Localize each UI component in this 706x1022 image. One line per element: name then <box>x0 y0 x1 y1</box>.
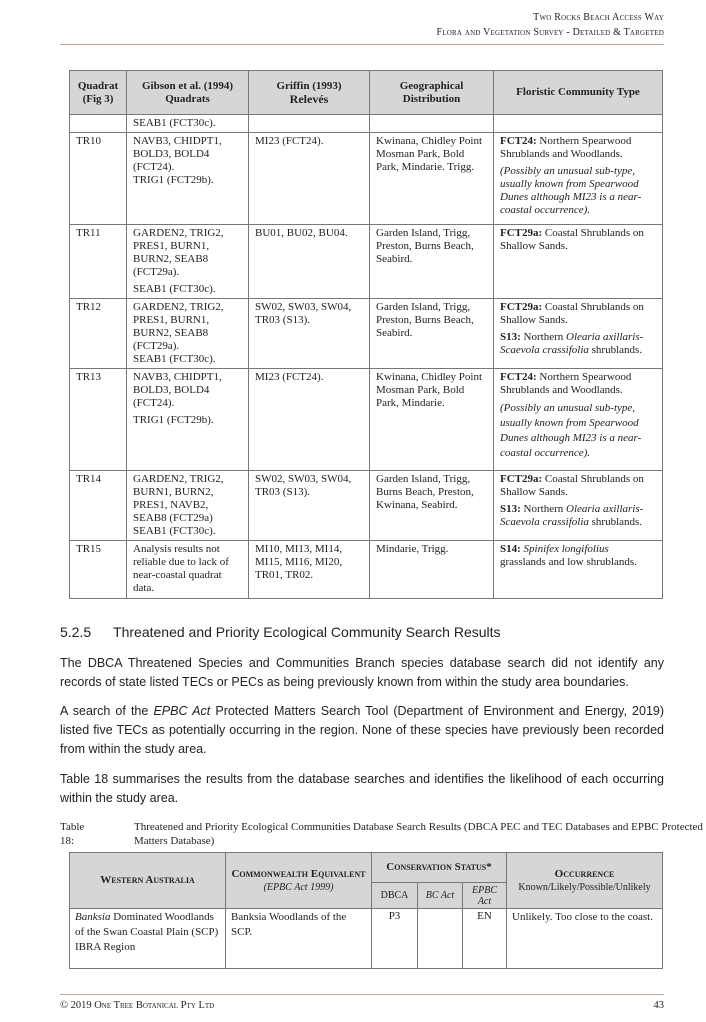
section-number: 5.2.5 <box>60 624 92 640</box>
col-quadrat: Quadrat (Fig 3) <box>70 71 127 115</box>
footer-rule <box>60 994 664 995</box>
header-title: Two Rocks Beach Access Way <box>533 12 664 23</box>
col-epbc-act: EPBC Act <box>463 883 507 909</box>
tec-pec-table <box>69 852 663 969</box>
col-dbca: DBCA <box>372 883 418 909</box>
col-fct: Floristic Community Type <box>494 71 663 115</box>
table-row: TR13 NAVB3, CHIDPT1, BOLD3, BOLD4 (FCT24). TRIG1 (FCT29b). MI23 (FCT24). Kwinana, Chidley Point Mosman Park, Bold Park, Mindarie. FCT24: Northern Spearwood Shrublands and Woodlands. (Possibly an unusual sub-type, usually known from Spearwood Dunes although MI23 is a near-coastal occurrence). <box>70 369 663 471</box>
table-header-row <box>70 853 663 883</box>
table-row: Banksia Dominated Woodlands of the Swan Coastal Plain (SCP) IBRA Region Banksia Woodlands of the SCP. P3 EN Unlikely. Too close to the coast. <box>70 909 663 969</box>
table-row: TR10 NAVB3, CHIDPT1, BOLD3, BOLD4 (FCT24). TRIG1 (FCT29b). MI23 (FCT24). Kwinana, Chidley Point Mosman Park, Bold Park, Mindarie. Trigg. FCT24: Northern Spearwood Shrublands and Woodlands. (Possibly an unusual sub-type, usually known from Spearwood Dunes although MI23 is a near-coastal occurrence). <box>70 133 663 225</box>
table-row: TR14 GARDEN2, TRIG2, BURN1, BURN2, PRES1, NAVB2, SEAB8 (FCT29a) SEAB1 (FCT30c). SW02, SW03, SW04, TR03 (S13). Garden Island, Trigg, Burns Beach, Preston, Kwinana, Seabird. FCT29a: Coastal Shrublands on Shallow Sands. S13: Northern Olearia axillaris-Scaevola crassifolia shrublands. <box>70 471 663 541</box>
table-row <box>70 115 663 133</box>
running-header <box>437 10 664 40</box>
paragraph-1: The DBCA Threatened Species and Communities Branch species database search did not identify any records of state listed TECs or PECs as being previously known from within the study area boundaries. <box>60 656 664 689</box>
col-commonwealth: Commonwealth Equivalent (EPBC Act 1999) <box>226 853 372 909</box>
caption-text: Threatened and Priority Ecological Communities Database Search Results (DBCA PEC and TEC Databases and EPBC Protected Matters Database) <box>134 821 703 847</box>
col-griffin: Griffin (1993) Relevés <box>249 71 370 115</box>
page-footer <box>60 1000 664 1011</box>
col-gibson: Gibson et al. (1994) Quadrats <box>127 71 249 115</box>
paragraph-3: Table 18 summarises the results from the database searches and identifies the likelihood of each occurring within the study area. <box>60 772 664 805</box>
col-geo: Geographical Distribution <box>370 71 494 115</box>
carry-over-text: SEAB1 (FCT30c). <box>127 115 249 133</box>
section-heading <box>60 624 501 640</box>
table-row: TR15 Analysis results not reliable due to lack of near-coastal quadrat data. MI10, MI13, MI14, MI15, MI16, MI20, TR01, TR02. Mindarie, Trigg. S14: Spinifex longifolius grasslands and low shrublands. <box>70 541 663 599</box>
table-header-row <box>70 71 663 115</box>
table-row: TR12 GARDEN2, TRIG2, PRES1, BURN1, BURN2, SEAB8 (FCT29a). SEAB1 (FCT30c). SW02, SW03, SW04, TR03 (S13). Garden Island, Trigg, Preston, Burns Beach, Seabird. FCT29a: Coastal Shrublands on Shallow Sands. S13: Northern Olearia axillaris-Scaevola crassifolia shrublands. <box>70 299 663 369</box>
header-rule <box>60 44 664 45</box>
page-number: 43 <box>653 1000 664 1011</box>
footer-copyright: © 2019 One Tree Botanical Pty Ltd <box>60 1000 215 1011</box>
col-western-australia: Western Australia <box>70 853 226 909</box>
floristic-table <box>69 70 663 599</box>
col-conservation-status: Conservation Status* <box>372 853 507 883</box>
section-title: Threatened and Priority Ecological Community Search Results <box>113 624 501 640</box>
col-occurrence: Occurrence Known/Likely/Possible/Unlikely <box>507 853 663 909</box>
col-bc-act: BC Act <box>418 883 463 909</box>
table-row: TR11 GARDEN2, TRIG2, PRES1, BURN1, BURN2, SEAB8 (FCT29a). SEAB1 (FCT30c). BU01, BU02, BU04. Garden Island, Trigg, Preston, Burns Beach, Seabird. FCT29a: Coastal Shrublands on Shallow Sands. <box>70 225 663 299</box>
header-subtitle: Flora and Vegetation Survey - Detailed & Targeted <box>436 27 664 38</box>
paragraph-2: A search of the EPBC Act Protected Matters Search Tool (Department of Environment and Energy, 2019) listed five TECs as potentially occurring in the region. None of these species have previously been recorded from within the study area. <box>60 704 665 756</box>
caption-label: Table 18: <box>60 821 85 847</box>
